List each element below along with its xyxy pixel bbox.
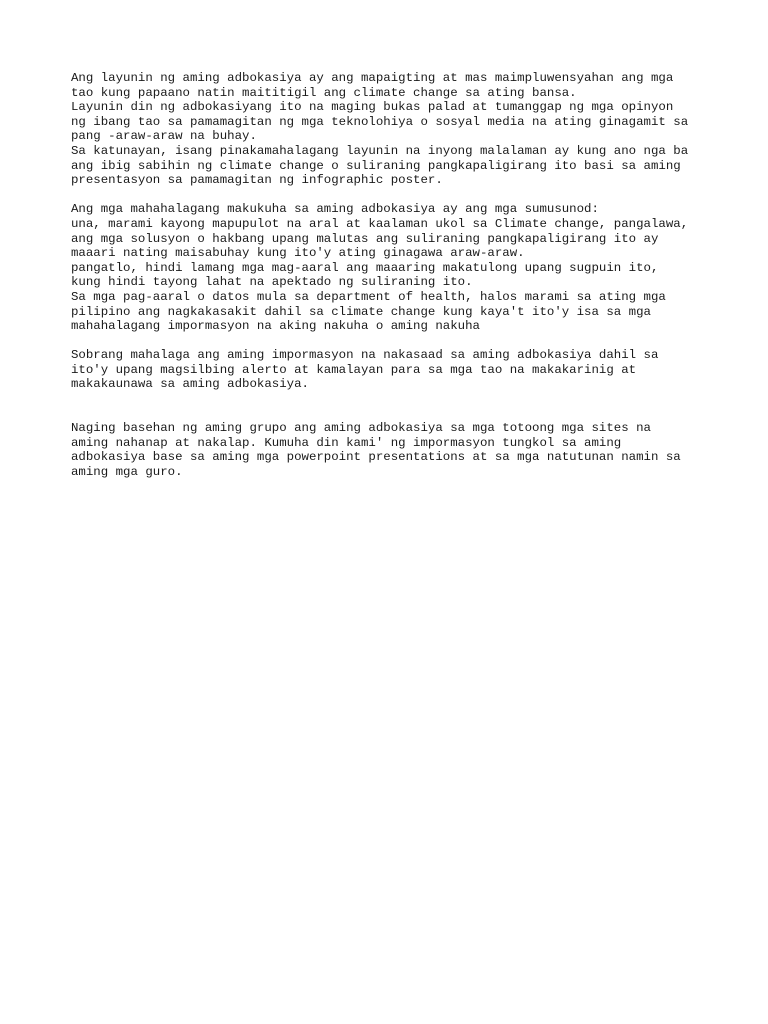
text-line: mahahalagang impormasyon na aking nakuha o aming nakuha	[71, 319, 480, 334]
text-line: presentasyon sa pamamagitan ng infographic poster.	[71, 173, 443, 188]
document-body	[71, 71, 711, 480]
text-line: Layunin din ng adbokasiyang ito na maging bukas palad at tumanggap ng mga opinyon	[71, 100, 674, 115]
text-line: Sa katunayan, isang pinakamahalagang layunin na inyong malalaman ay kung ano nga ba	[71, 143, 689, 158]
text-line: una, marami kayong mapupulot na aral at kaalaman ukol sa Climate change, pangalawa,	[71, 216, 689, 231]
text-line: Ang mga mahahalagang makukuha sa aming adbokasiya ay ang mga sumusunod:	[71, 202, 599, 217]
text-line: Sa mga pag-aaral o datos mula sa department of health, halos marami sa ating mga	[71, 289, 666, 304]
text-line: pilipino ang nagkakasakit dahil sa climate change kung kaya't ito'y isa sa mga	[71, 304, 651, 319]
text-line: makakaunawa sa aming adbokasiya.	[71, 377, 309, 392]
paragraph-spacer	[71, 188, 711, 203]
text-line: pang -araw-araw na buhay.	[71, 129, 257, 144]
text-line: kung hindi tayong lahat na apektado ng suliraning ito.	[71, 275, 473, 290]
text-line: ang ibig sabihin ng climate change o suliraning pangkapaligirang ito basi sa aming	[71, 158, 681, 173]
paragraph-objectives	[71, 71, 711, 188]
paragraph-spacer	[71, 392, 711, 421]
text-line: tao kung papaano natin maititigil ang climate change sa ating bansa.	[71, 85, 577, 100]
text-line: ng ibang tao sa pamamagitan ng mga teknolohiya o sosyal media na ating ginagamit sa	[71, 114, 689, 129]
text-line: ang mga solusyon o hakbang upang malutas ang suliraning pangkapaligirang ito ay	[71, 231, 659, 246]
paragraph-spacer	[71, 334, 711, 349]
text-line: pangatlo, hindi lamang mga mag-aaral ang maaaring makatulong upang sugpuin ito,	[71, 260, 659, 275]
text-line: Ang layunin ng aming adbokasiya ay ang mapaigting at mas maimpluwensyahan ang mga	[71, 71, 674, 85]
paragraph-benefits	[71, 202, 711, 333]
text-line: Sobrang mahalaga ang aming impormasyon na nakasaad sa aming adbokasiya dahil sa	[71, 348, 659, 363]
text-line: aming nahanap at nakalap. Kumuha din kami' ng impormasyon tungkol sa aming	[71, 435, 622, 450]
paragraph-importance	[71, 348, 711, 392]
text-line: ito'y upang magsilbing alerto at kamalayan para sa mga tao na makakarinig at	[71, 362, 637, 377]
paragraph-sources	[71, 421, 711, 479]
text-line: Naging basehan ng aming grupo ang aming adbokasiya sa mga totoong mga sites na	[71, 421, 651, 436]
text-line: adbokasiya base sa aming mga powerpoint presentations at sa mga natutunan namin sa	[71, 450, 681, 465]
text-line: maaari nating maisabuhay kung ito'y ating ginagawa araw-araw.	[71, 246, 525, 261]
text-line: aming mga guro.	[71, 465, 183, 480]
